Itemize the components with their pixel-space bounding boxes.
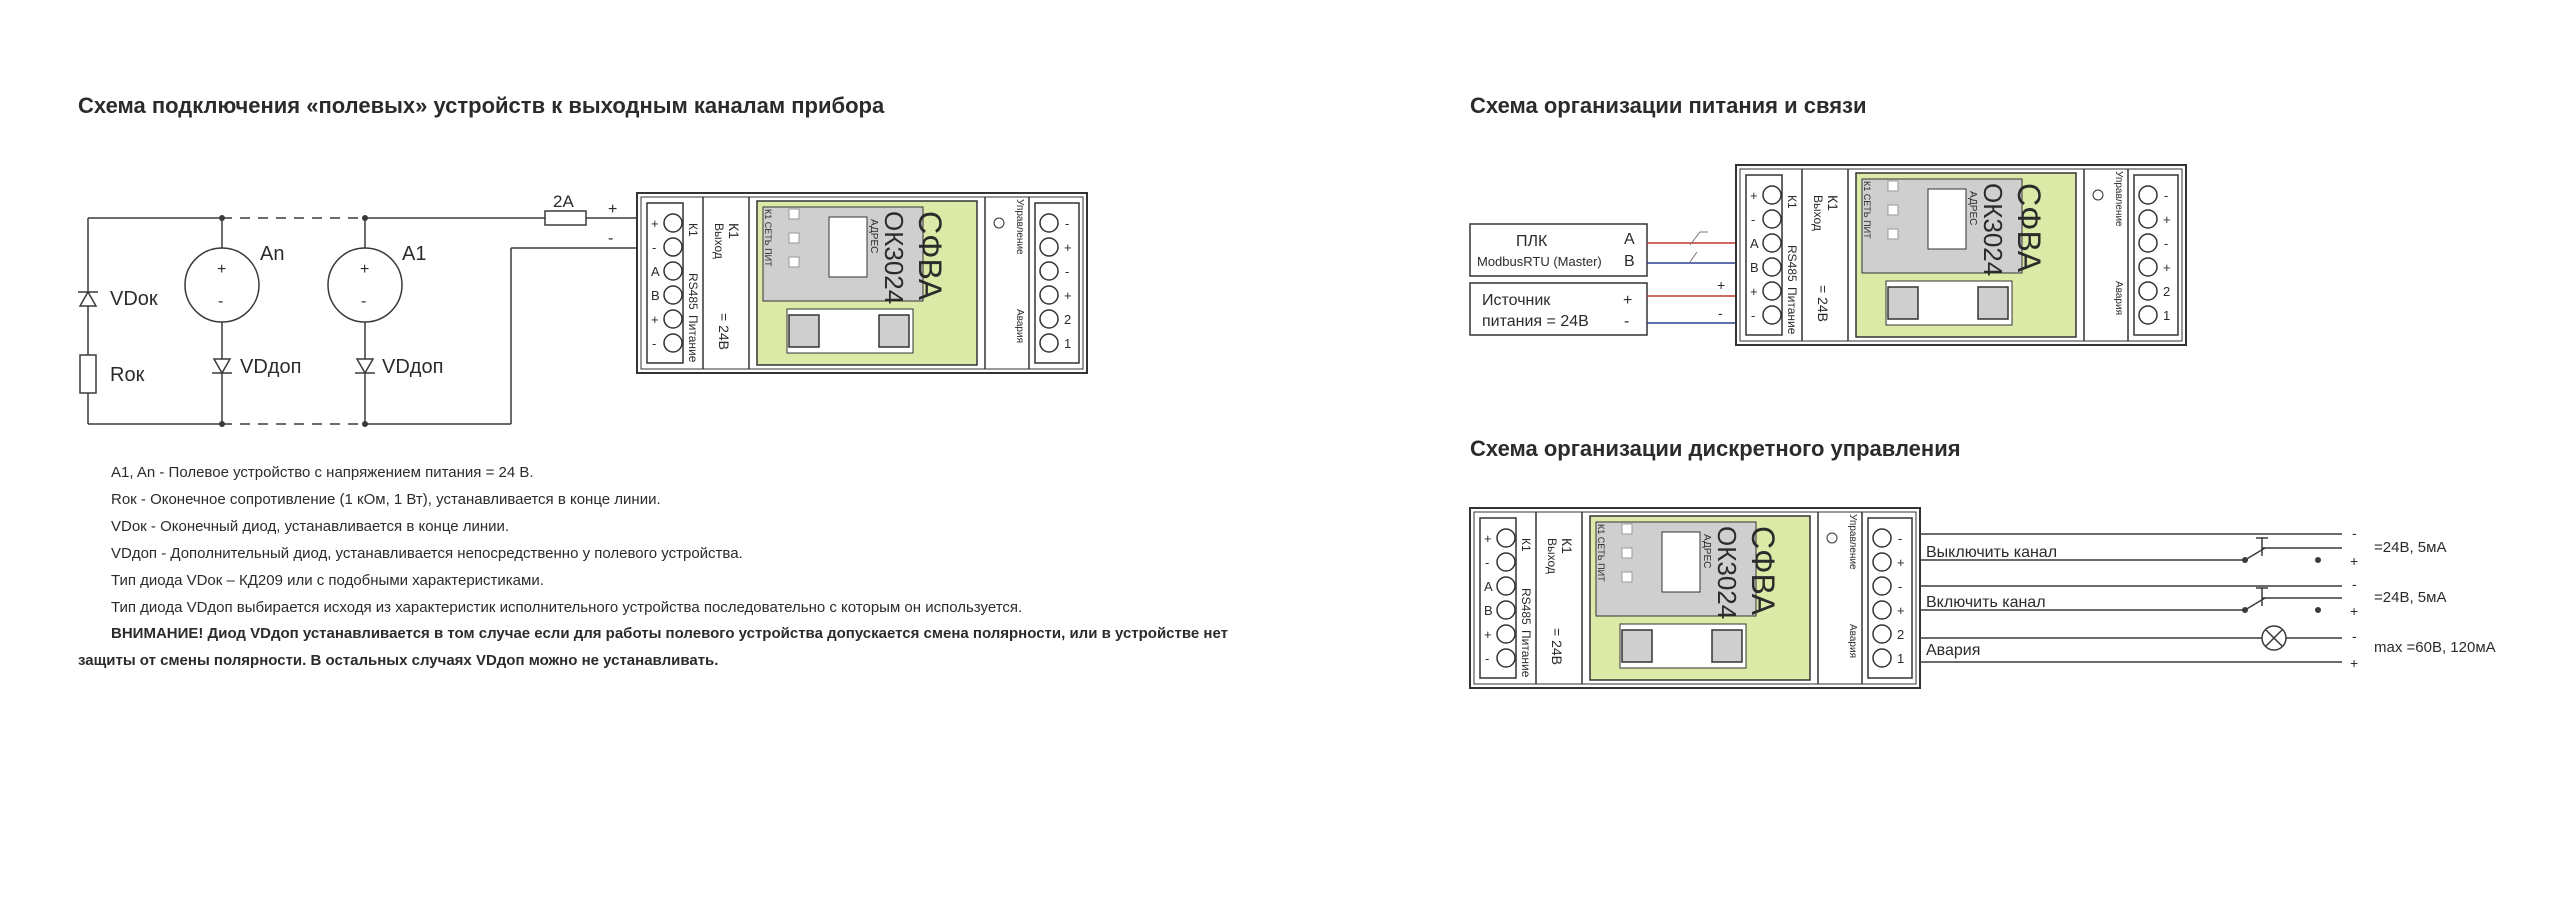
svg-text:-: - xyxy=(2164,188,2169,203)
left-wiring xyxy=(78,211,652,424)
title-power-schema: Схема организации питания и связи xyxy=(1470,93,1867,118)
wire-plus-right: + xyxy=(1717,277,1726,293)
svg-text:2: 2 xyxy=(2163,284,2171,299)
vd-dop-label-an: VDдоп xyxy=(240,356,302,378)
control-plus-3: + xyxy=(2350,655,2359,671)
svg-text:RS485: RS485 xyxy=(1519,588,1533,625)
svg-text:1: 1 xyxy=(1897,651,1905,666)
svg-text:А: А xyxy=(1750,236,1759,251)
svg-text:+: + xyxy=(1484,627,1492,642)
control-minus-1: - xyxy=(2352,525,2357,541)
device-bottom-right xyxy=(1470,508,1920,688)
vd-ok-label: VDок xyxy=(110,288,158,310)
svg-text:В: В xyxy=(1484,603,1493,618)
svg-text:RS485: RS485 xyxy=(1785,245,1799,282)
svg-text:К1: К1 xyxy=(1825,195,1841,211)
svg-text:Выход: Выход xyxy=(1545,538,1559,574)
svg-text:-: - xyxy=(1751,212,1756,227)
svg-text:Управление: Управление xyxy=(1847,514,1858,570)
svg-text:К1: К1 xyxy=(1559,538,1575,554)
dev1-rpin-6: 1 xyxy=(1064,336,1072,351)
svg-text:= 24В: = 24В xyxy=(1815,285,1831,322)
dev1-rpin-1: - xyxy=(1065,216,1070,231)
control-off-label: Выключить канал xyxy=(1926,544,2058,561)
svg-text:-: - xyxy=(1898,579,1903,594)
field-device-a1-plus: + xyxy=(360,261,370,278)
control-on-label: Включить канал xyxy=(1926,594,2046,611)
power-wires xyxy=(1647,232,1750,323)
dev1-power: Питание xyxy=(686,315,700,363)
title-control-schema: Схема организации дискретного управления xyxy=(1470,436,1961,461)
svg-text:1: 1 xyxy=(2163,308,2171,323)
field-device-a1-minus: - xyxy=(361,293,367,310)
note-line-6: Тип диода VDдоп выбирается исходя из характеристик исполнительного устройства последовательно с которым он используется. xyxy=(111,599,1023,616)
control-minus-3: - xyxy=(2352,628,2357,644)
note-line-2: Rок - Оконечное сопротивление (1 кОм, 1 Вт), устанавливается в конце линии. xyxy=(111,491,661,508)
warning-line-1: ВНИМАНИЕ! Диод VDдоп устанавливается в том случае если для работы полевого устройства допускается смена полярности, или в устройстве нет xyxy=(111,625,1228,642)
fuse-label: 2A xyxy=(553,192,574,211)
svg-text:+: + xyxy=(1897,555,1905,570)
svg-text:Питание: Питание xyxy=(1785,287,1799,335)
rating-2: =24В, 5мА xyxy=(2374,589,2447,606)
source-minus: - xyxy=(1624,313,1630,330)
plc-b-label: B xyxy=(1624,253,1635,270)
wire-plus-label: + xyxy=(608,201,618,218)
dev1-rpin-4: + xyxy=(1064,288,1072,303)
svg-text:ОК3024: ОК3024 xyxy=(1712,526,1742,620)
rating-3: max =60В, 120мА xyxy=(2374,639,2496,656)
svg-text:+: + xyxy=(1897,603,1905,618)
svg-text:К1: К1 xyxy=(1785,195,1799,209)
warning-line-2: защиты от смены полярности. В остальных случаях VDдоп можно не устанавливать. xyxy=(78,652,719,669)
note-line-3: VDок - Оконечный диод, устанавливается в конце линии. xyxy=(111,518,510,535)
svg-text:2: 2 xyxy=(1897,627,1905,642)
dev1-pin-6: - xyxy=(652,336,657,351)
dev1-control: Управление xyxy=(1014,199,1025,255)
dev1-model: ОК3024 xyxy=(879,211,909,305)
control-minus-2: - xyxy=(2352,576,2357,592)
control-plus-2: + xyxy=(2350,603,2359,619)
rating-1: =24В, 5мА xyxy=(2374,539,2447,556)
dev1-adres: АДРЕС xyxy=(868,219,879,254)
a1-label: A1 xyxy=(402,243,427,265)
source-label-2: питания = 24В xyxy=(1482,313,1589,330)
svg-text:А: А xyxy=(1484,579,1493,594)
svg-text:Авария: Авария xyxy=(1847,624,1858,658)
svg-text:Авария: Авария xyxy=(2113,281,2124,315)
svg-text:+: + xyxy=(2163,212,2171,227)
dev1-alarm: Авария xyxy=(1014,309,1025,343)
dev1-out: Выход xyxy=(712,223,726,259)
field-device-an-plus: + xyxy=(217,261,227,278)
svg-text:+: + xyxy=(1750,188,1758,203)
dev1-pin-5: + xyxy=(651,312,659,327)
source-label-1: Источник xyxy=(1482,292,1551,309)
svg-text:К1 СЕТЬ ПИТ: К1 СЕТЬ ПИТ xyxy=(1596,524,1606,582)
plc-a-label: A xyxy=(1624,231,1635,248)
svg-text:К1: К1 xyxy=(1519,538,1533,552)
dev1-pin-4: В xyxy=(651,288,660,303)
field-device-an-minus: - xyxy=(218,293,224,310)
note-line-4: VDдоп - Дополнительный диод, устанавливается непосредственно у полевого устройства. xyxy=(111,545,743,562)
svg-text:АДРЕС: АДРЕС xyxy=(1701,534,1712,569)
dev1-rpin-3: - xyxy=(1065,264,1070,279)
wire-minus-label: - xyxy=(608,230,614,247)
dev1-leds: К1 СЕТЬ ПИТ xyxy=(763,209,773,267)
device-left xyxy=(637,193,1087,373)
svg-text:-: - xyxy=(1485,651,1490,666)
svg-text:ОК3024: ОК3024 xyxy=(1978,183,2008,277)
svg-text:+: + xyxy=(2163,260,2171,275)
svg-text:Питание: Питание xyxy=(1519,630,1533,678)
control-alarm-label: Авария xyxy=(1926,642,1981,659)
control-plus-1: + xyxy=(2350,553,2359,569)
dev1-rpin-5: 2 xyxy=(1064,312,1072,327)
device-top-right xyxy=(1736,165,2186,345)
svg-text:АДРЕС: АДРЕС xyxy=(1967,191,1978,226)
an-label: An xyxy=(260,243,285,265)
svg-text:= 24В: = 24В xyxy=(1549,628,1565,665)
note-line-5: Тип диода VDок – КД209 или с подобными характеристиками. xyxy=(111,572,544,589)
svg-text:В: В xyxy=(1750,260,1759,275)
source-plus: + xyxy=(1623,292,1633,309)
svg-text:-: - xyxy=(1485,555,1490,570)
svg-text:Управление: Управление xyxy=(2113,171,2124,227)
svg-text:-: - xyxy=(1751,308,1756,323)
svg-text:+: + xyxy=(1484,531,1492,546)
dev1-rpin-2: + xyxy=(1064,240,1072,255)
dev1-brand: СФВА xyxy=(912,211,948,301)
title-left-schema: Схема подключения «полевых» устройств к выходным каналам прибора xyxy=(78,93,885,118)
wire-minus-right: - xyxy=(1718,305,1723,321)
dev1-pin-1: + xyxy=(651,216,659,231)
r-ok-label: Rок xyxy=(110,364,145,386)
dev1-k1-out: К1 xyxy=(726,223,742,239)
svg-text:К1 СЕТЬ ПИТ: К1 СЕТЬ ПИТ xyxy=(1862,181,1872,239)
svg-text:СФВА: СФВА xyxy=(1745,526,1781,616)
svg-text:-: - xyxy=(1898,531,1903,546)
dev1-rs485: RS485 xyxy=(686,273,700,310)
svg-text:+: + xyxy=(1750,284,1758,299)
left-junctions xyxy=(219,215,368,427)
vd-dop-label-a1: VDдоп xyxy=(382,356,444,378)
svg-text:-: - xyxy=(2164,236,2169,251)
plc-label: ПЛК xyxy=(1516,233,1548,250)
note-line-1: A1, An - Полевое устройство с напряжением питания = 24 В. xyxy=(111,464,534,481)
dev1-pin-3: А xyxy=(651,264,660,279)
dev1-pin-2: - xyxy=(652,240,657,255)
dev1-k1: К1 xyxy=(686,223,700,237)
modbus-label: ModbusRTU (Master) xyxy=(1477,254,1602,269)
dev1-v24: = 24В xyxy=(716,313,732,350)
svg-text:СФВА: СФВА xyxy=(2011,183,2047,273)
svg-text:Выход: Выход xyxy=(1811,195,1825,231)
